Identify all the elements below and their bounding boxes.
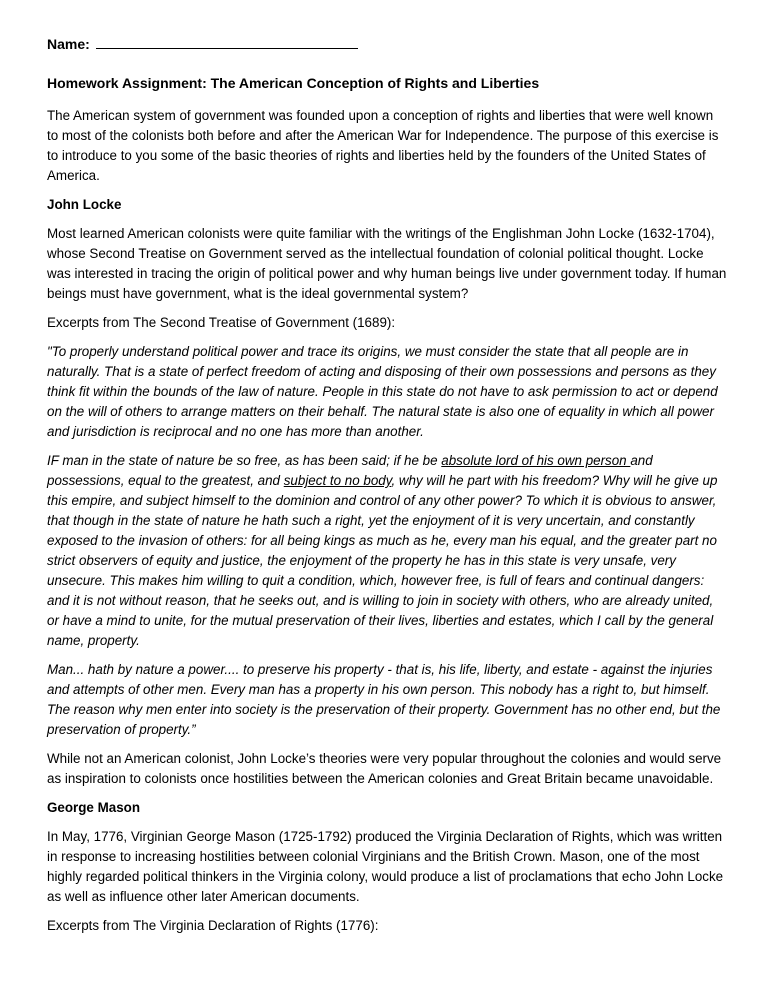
mason-heading: George Mason [47, 800, 141, 815]
locke-heading: John Locke [47, 197, 122, 212]
quote2-text-b: and possessions, equal to the greatest, and [47, 453, 653, 488]
locke-excerpt-label: Excerpts from The Second Treatise of Government (1689): [47, 315, 396, 330]
intro-paragraph: The American system of government was founded upon a conception of rights and liberties that were well known to most of the colonists both before and after the American War for Independence. The purpose of this exercise is to introduce to you some of the basic theories of rights and liberties held by the founders of the United States of America. [47, 108, 719, 183]
name-blank-line[interactable] [96, 34, 358, 49]
name-field[interactable] [47, 34, 728, 54]
quote2-text-c: , why will he part with his freedom? Why will he give up this empire, and subject himself to the dominion and control of any other power? To which it is obvious to answer, that though in the state of nature he hath such a right, yet the enjoyment of it is very uncertain, and constantly exposed to the invasion of others: for all being kings as much as he, every man his equal, and the greater part no strict observers of equity and justice, the enjoyment of the property he has in this state is very unsafe, very unsecure. This makes him willing to quit a condition, which, however free, is full of fears and continual dangers: and it is not without reason, that he seeks out, and is willing to join in society with others, who are already united, or have a mind to unite, for the mutual preservation of their lives, liberties and estates, which I call by the general name, property. [47, 473, 718, 648]
locke-quote-1: "To properly understand political power and trace its origins, we must consider the state that all people are in naturally. That is a state of perfect freedom of acting and disposing of their own possessions and persons as they think fit within the bounds of the law of nature. People in this state do not have to ask permission to act or depend on the will of others to arrange matters on their behalf. The natural state is also one of equality in which all power and jurisdiction is reciprocal and no one has more than another. [47, 344, 718, 439]
mason-excerpt-label: Excerpts from The Virginia Declaration of Rights (1776): [47, 918, 379, 933]
underlined-phrase-subject-to-no-body: subject to no body [283, 473, 392, 488]
locke-paragraph: Most learned American colonists were quite familiar with the writings of the Englishman John Locke (1632-1704), whose Second Treatise on Government served as the intellectual foundation of colonial political thought. Locke was interested in tracing the origin of political power and why human beings live under government today. If human beings must have government, what is the ideal governmental system? [47, 226, 727, 301]
locke-quote-2 [47, 451, 728, 651]
assignment-title: Homework Assignment: The American Conception of Rights and Liberties [47, 75, 540, 91]
mason-paragraph: In May, 1776, Virginian George Mason (1725-1792) produced the Virginia Declaration of Rights, which was written in response to increasing hostilities between colonial Virginians and the British Crown. Mason, one of the most highly regarded political thinkers in the Virginia colony, would produce a list of proclamations that echo John Locke as well as influence other later American documents. [47, 829, 724, 904]
quote2-text-a: IF man in the state of nature be so free, as has been said; if he be [47, 453, 442, 468]
locke-quote-3: Man... hath by nature a power.... to preserve his property - that is, his life, liberty, and estate - against the injuries and attempts of other men. Every man has a property in his own person. This nobody has a right to, but himself. The reason why men enter into society is the preservation of their property. Government has no other end, but the preservation of property.” [47, 662, 721, 737]
underlined-phrase-absolute-lord: absolute lord of his own person [441, 453, 631, 468]
locke-closing-paragraph: While not an American colonist, John Locke’s theories were very popular throughout the colonies and would serve as inspiration to colonists once hostilities between the American colonies and Great Britain became unavoidable. [47, 751, 722, 786]
name-label: Name: [47, 36, 90, 52]
